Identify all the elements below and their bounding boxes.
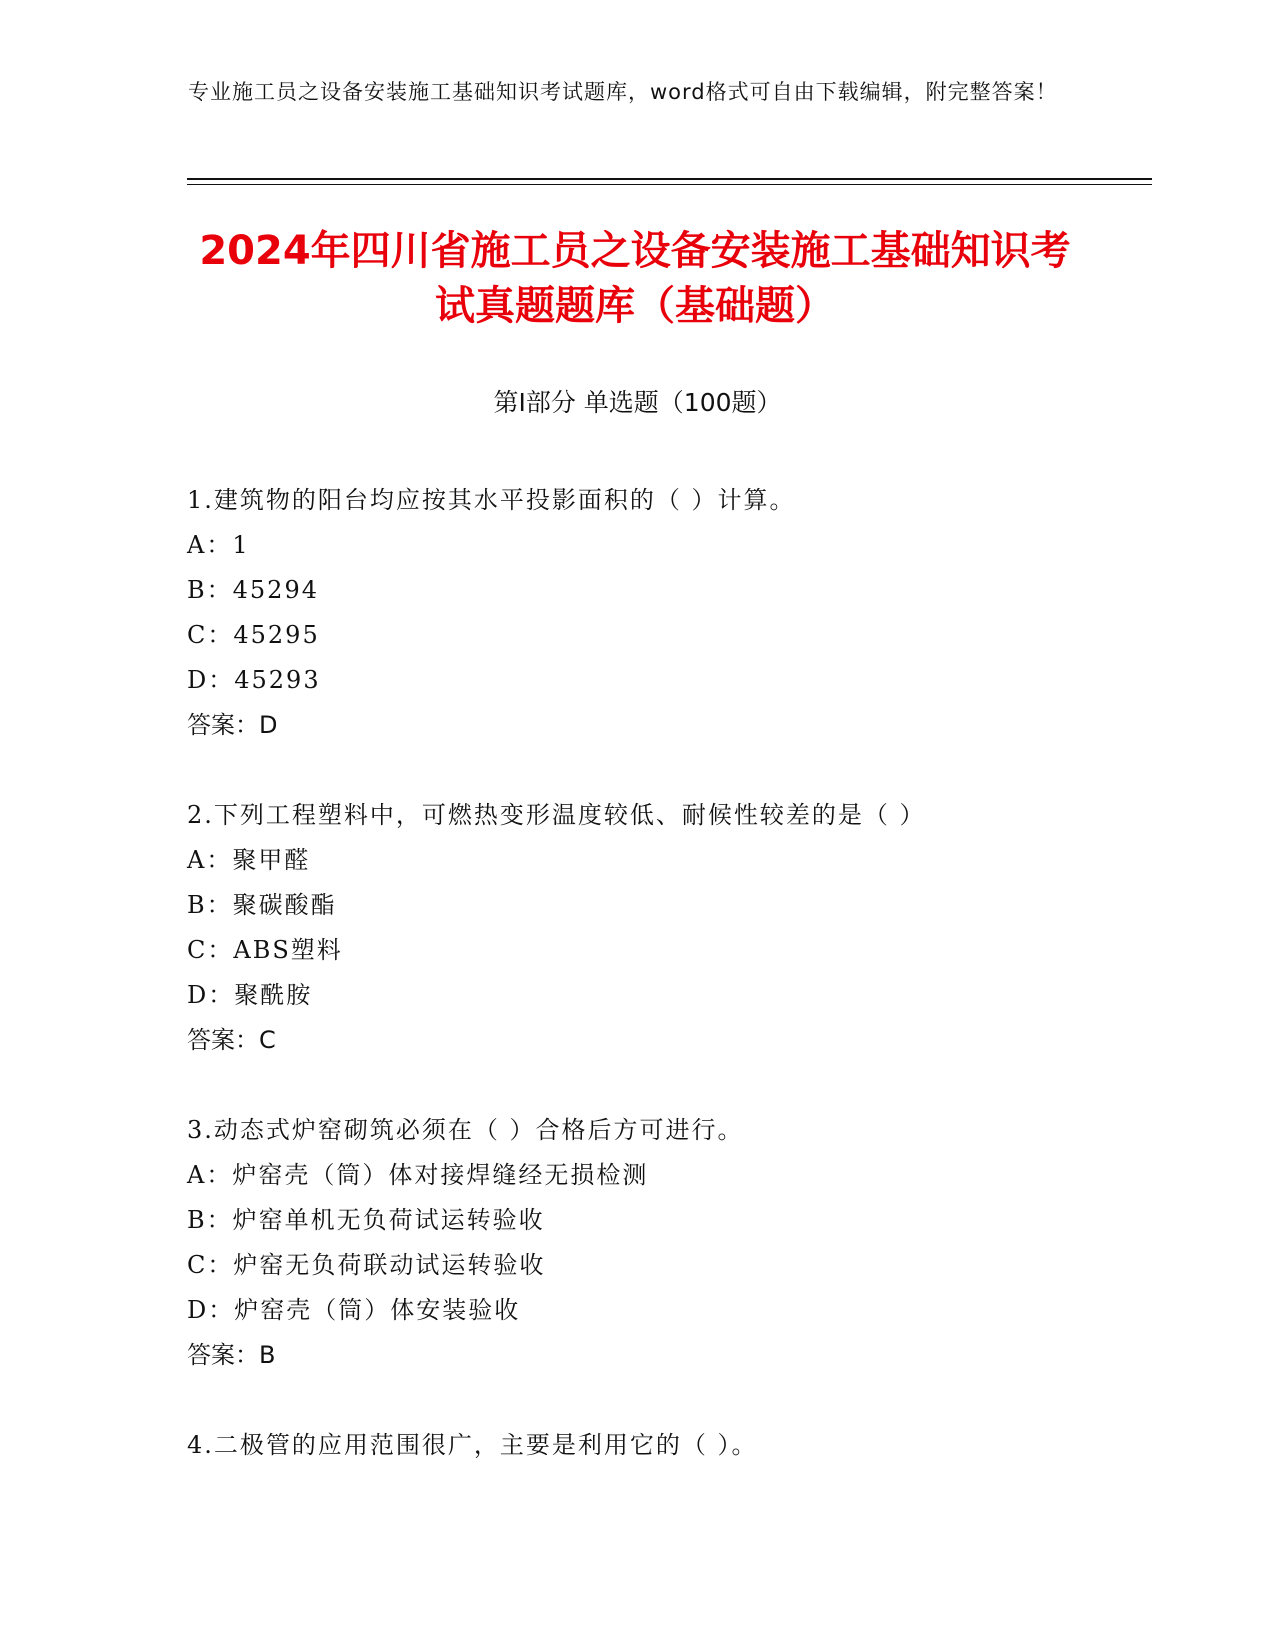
question-stem: 4.二极管的应用范围很广，主要是利用它的（ ）。	[187, 1431, 758, 1459]
answer: 答案：C	[187, 1026, 276, 1054]
option-a: A：炉窑壳（筒）体对接焊缝经无损检测	[187, 1161, 649, 1189]
option-c: C：ABS塑料	[187, 936, 343, 964]
option-d: D：炉窑壳（筒）体安装验收	[187, 1296, 521, 1324]
question-list	[187, 478, 1167, 1513]
document-title: 2024年四川省施工员之设备安装施工基础知识考试真题题库（基础题）	[199, 228, 1071, 329]
question-3	[187, 1108, 1167, 1378]
option-b: B：炉窑单机无负荷试运转验收	[187, 1206, 545, 1234]
option-d: D：聚酰胺	[187, 981, 313, 1009]
option-b: B：聚碳酸酯	[187, 891, 337, 919]
option-c: C：45295	[187, 621, 320, 649]
option-c: C：炉窑无负荷联动试运转验收	[187, 1251, 546, 1279]
question-2	[187, 793, 1167, 1063]
option-a: A：聚甲醛	[187, 846, 311, 874]
header-rule	[187, 178, 1152, 180]
header-note: 专业施工员之设备安装施工基础知识考试题库，word格式可自由下载编辑，附完整答案！	[188, 80, 1058, 104]
answer: 答案：D	[187, 711, 278, 739]
question-stem: 1.建筑物的阳台均应按其水平投影面积的（ ）计算。	[187, 486, 796, 514]
section-heading: 第Ⅰ部分 单选题（100题）	[493, 388, 782, 417]
question-4	[187, 1423, 1167, 1468]
answer: 答案：B	[187, 1341, 276, 1369]
option-a: A：1	[187, 531, 250, 559]
question-stem: 3.动态式炉窑砌筑必须在（ ）合格后方可进行。	[187, 1116, 744, 1144]
header-rule-thin	[187, 184, 1152, 185]
question-stem: 2.下列工程塑料中，可燃热变形温度较低、耐候性较差的是（ ）	[187, 801, 926, 829]
question-1	[187, 478, 1167, 748]
option-b: B：45294	[187, 576, 319, 604]
option-d: D：45293	[187, 666, 321, 694]
